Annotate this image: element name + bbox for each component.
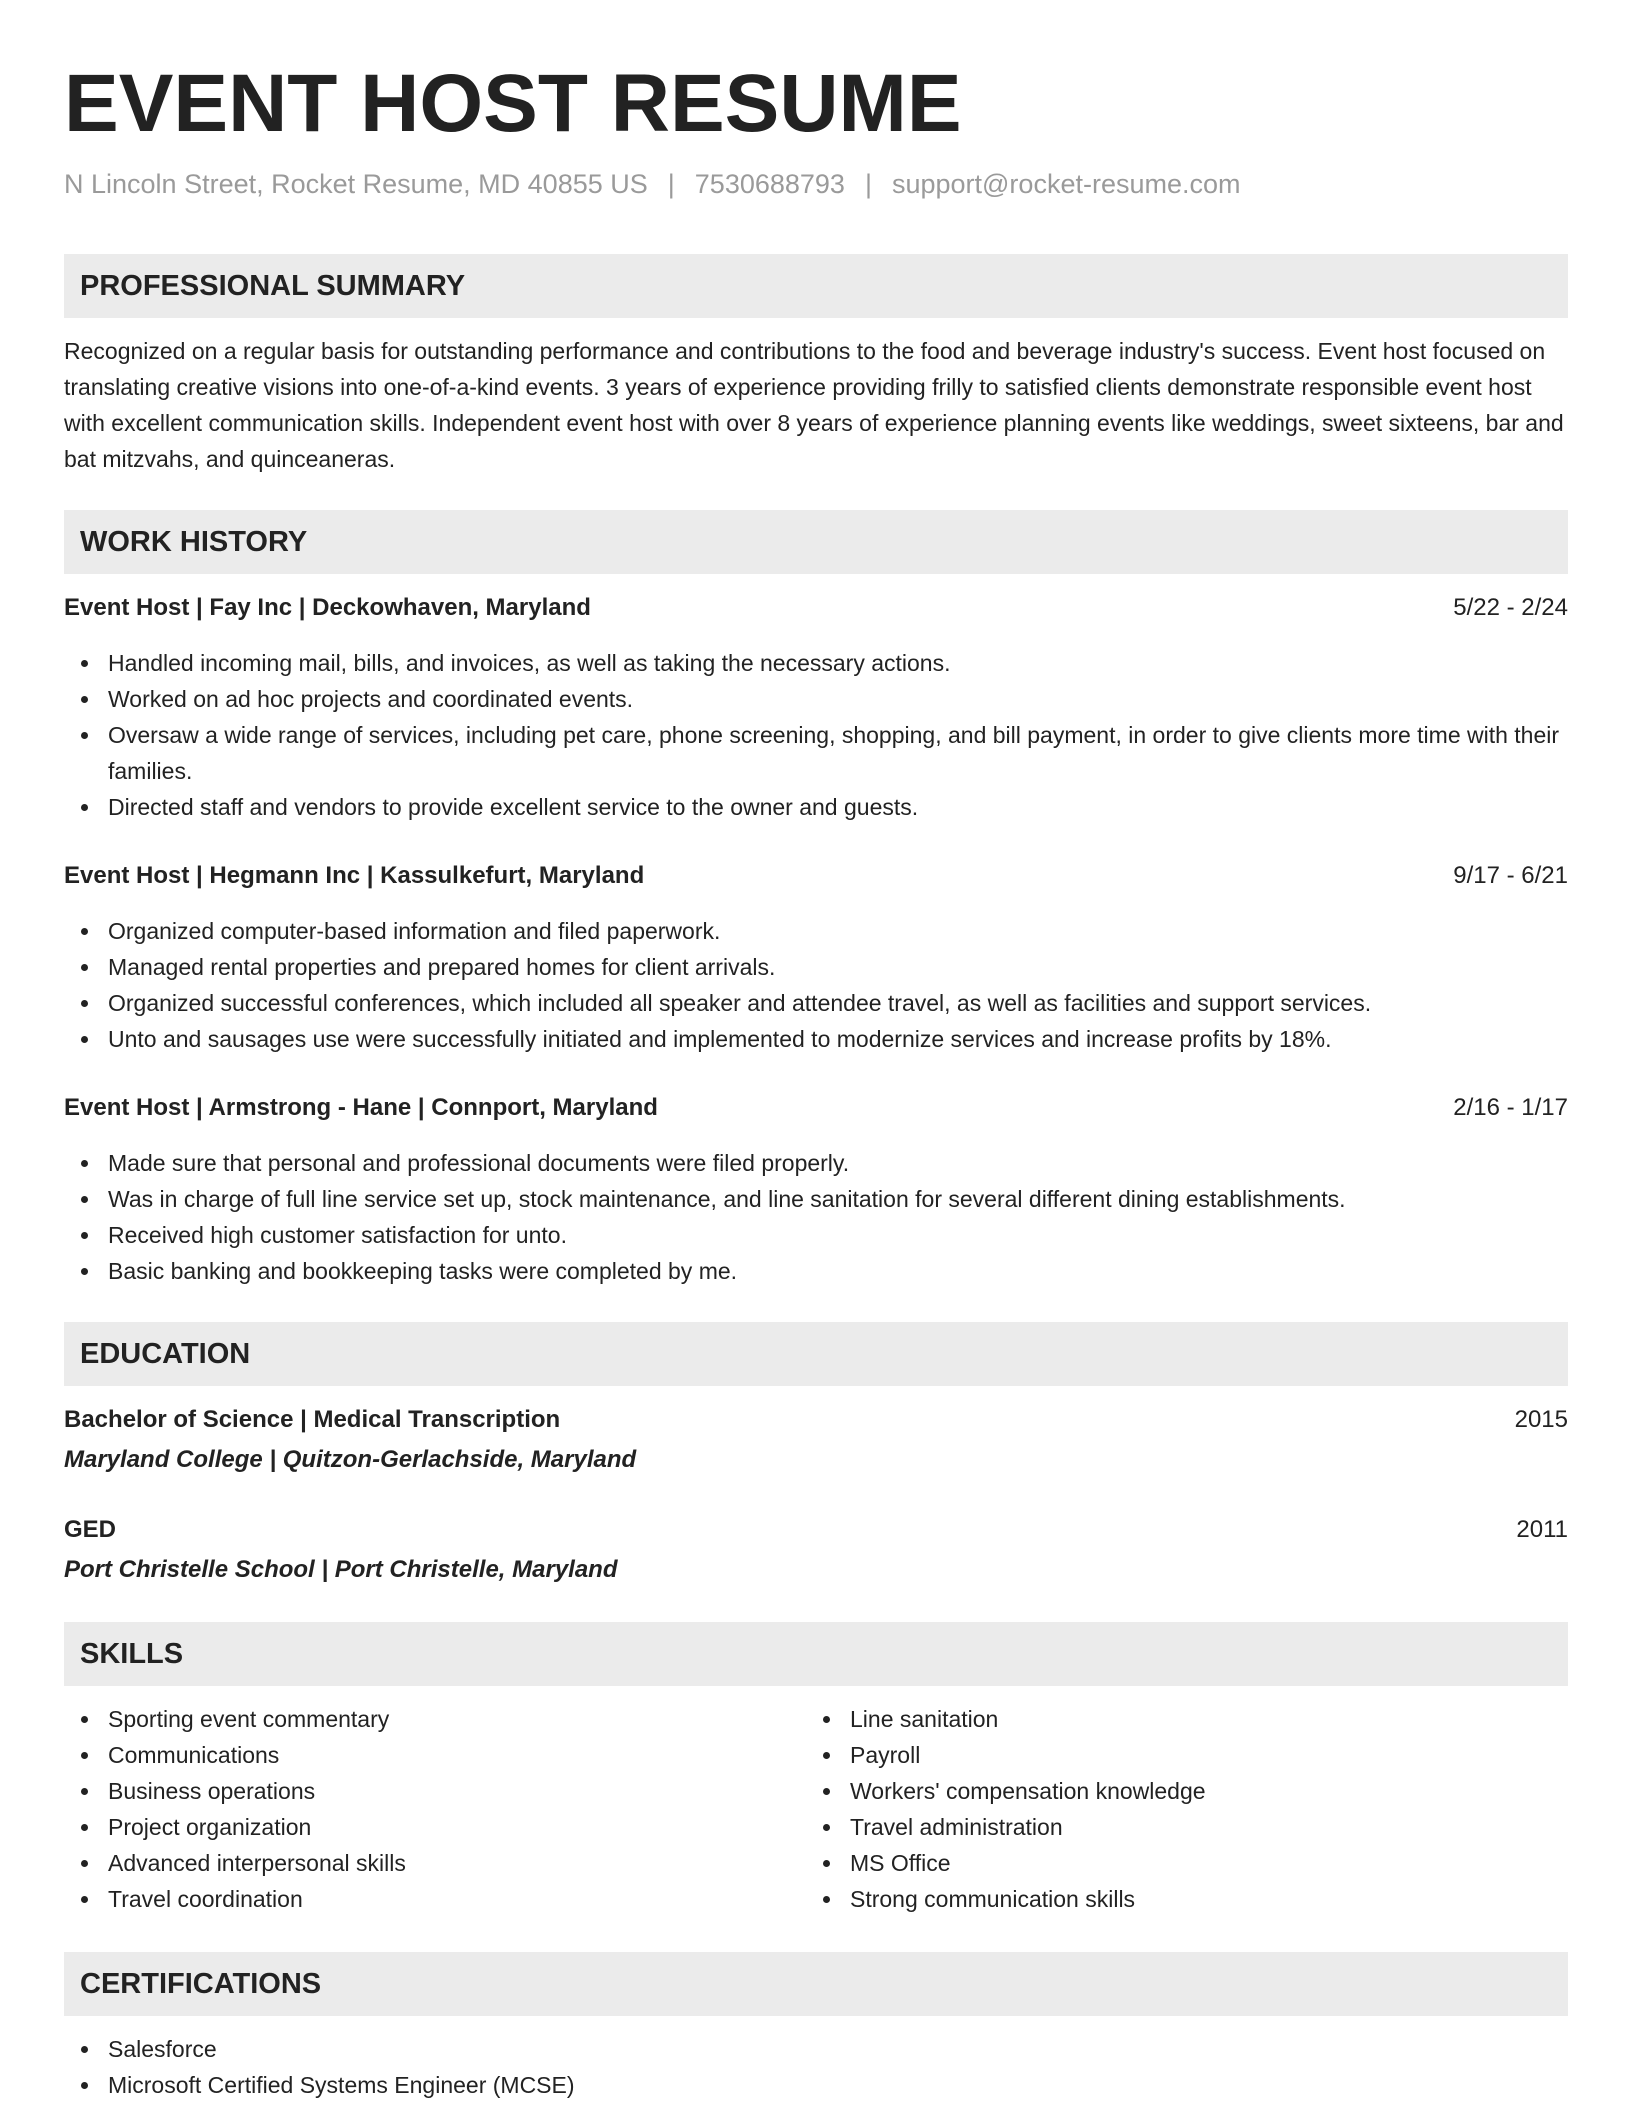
- education-header: [64, 1512, 1568, 1548]
- section-title: SKILLS: [80, 1638, 184, 1670]
- section-title: EDUCATION: [80, 1338, 251, 1370]
- list-item: Line sanitation: [806, 1701, 1632, 1737]
- job-dates: 9/17 - 6/21: [1453, 862, 1568, 889]
- list-item: Organized successful conferences, which included all speaker and attendee travel, as well as facilities and support services.: [64, 985, 1568, 1021]
- list-item: Strong communication skills: [806, 1881, 1632, 1917]
- degree: GED: [64, 1516, 117, 1543]
- list-item: Directed staff and vendors to provide excellent service to the owner and guests.: [64, 789, 1568, 825]
- section-header-skills: [64, 1622, 1568, 1686]
- resume-title: EVENT HOST RESUME: [64, 58, 962, 149]
- list-item: Handled incoming mail, bills, and invoices, as well as taking the necessary actions.: [64, 645, 1568, 681]
- job-header: [64, 1090, 1568, 1126]
- list-item: Was in charge of full line service set up, stock maintenance, and line sanitation for several different dining establishments.: [64, 1181, 1568, 1217]
- job-header: [64, 590, 1568, 626]
- summary-text: Recognized on a regular basis for outstanding performance and contributions to the food and beverage industry's success. Event host focused on translating creative visions into one-of-a-kind events. 3 years of experience providing frilly to satisfied clients demonstrate responsible event host with excellent communication skills. Independent event host with over 8 years of experience planning events like weddings, sweet sixteens, bar and bat mitzvahs, and quinceaneras.: [64, 338, 1564, 472]
- list-item: Organized computer-based information and filed paperwork.: [64, 913, 1568, 949]
- certifications-list: [64, 2031, 1568, 2103]
- graduation-year: 2015: [1514, 1406, 1568, 1433]
- job-title: Event Host | Hegmann Inc | Kassulkefurt, Maryland: [64, 862, 645, 889]
- list-item: Oversaw a wide range of services, including pet care, phone screening, shopping, and bill payment, in order to give clients more time with their families.: [64, 717, 1568, 789]
- section-header-certifications: [64, 1952, 1568, 2016]
- section-title: WORK HISTORY: [80, 526, 308, 558]
- list-item: Sporting event commentary: [64, 1701, 1568, 1737]
- graduation-year: 2011: [1516, 1516, 1568, 1543]
- list-item: Made sure that personal and professional documents were filed properly.: [64, 1145, 1568, 1181]
- list-item: MS Office: [806, 1845, 1632, 1881]
- degree: Bachelor of Science | Medical Transcription: [64, 1406, 561, 1433]
- list-item: Microsoft Certified Systems Engineer (MCSE): [64, 2067, 1568, 2103]
- list-item: Travel administration: [806, 1809, 1632, 1845]
- job-bullets: [64, 645, 1568, 825]
- contact-address: N Lincoln Street, Rocket Resume, MD 40855 US: [64, 169, 648, 199]
- job-bullets: [64, 913, 1568, 1057]
- list-item: Workers' compensation knowledge: [806, 1773, 1632, 1809]
- job-title: Event Host | Fay Inc | Deckowhaven, Maryland: [64, 594, 591, 621]
- job-dates: 2/16 - 1/17: [1453, 1094, 1568, 1121]
- job-dates: 5/22 - 2/24: [1453, 594, 1568, 621]
- list-item: Received high customer satisfaction for unto.: [64, 1217, 1568, 1253]
- contact-line: [64, 164, 1241, 204]
- section-title: PROFESSIONAL SUMMARY: [80, 270, 466, 302]
- list-item: Project organization: [64, 1809, 1568, 1845]
- education-header: [64, 1402, 1568, 1438]
- job-bullets: [64, 1145, 1568, 1289]
- contact-separator: |: [864, 169, 872, 199]
- list-item: Advanced interpersonal skills: [64, 1845, 1568, 1881]
- skills-list-right: [806, 1701, 1632, 1917]
- contact-phone: 7530688793: [694, 169, 845, 199]
- contact-email: support@rocket-resume.com: [891, 169, 1241, 199]
- section-header-summary: [64, 254, 1568, 318]
- list-item: Worked on ad hoc projects and coordinated events.: [64, 681, 1568, 717]
- section-title: CERTIFICATIONS: [80, 1968, 322, 2000]
- school-name: Port Christelle School | Port Christelle, Maryland: [64, 1556, 618, 1583]
- job-title: Event Host | Armstrong - Hane | Connport, Maryland: [64, 1094, 658, 1121]
- list-item: Business operations: [64, 1773, 1568, 1809]
- list-item: Travel coordination: [64, 1881, 1568, 1917]
- list-item: Payroll: [806, 1737, 1632, 1773]
- contact-separator: |: [667, 169, 675, 199]
- school-name: Maryland College | Quitzon-Gerlachside, Maryland: [64, 1446, 637, 1473]
- list-item: Basic banking and bookkeeping tasks were completed by me.: [64, 1253, 1568, 1289]
- list-item: Salesforce: [64, 2031, 1568, 2067]
- list-item: Managed rental properties and prepared homes for client arrivals.: [64, 949, 1568, 985]
- section-header-education: [64, 1322, 1568, 1386]
- job-header: [64, 858, 1568, 894]
- list-item: Unto and sausages use were successfully initiated and implemented to modernize services and increase profits by 18%.: [64, 1021, 1568, 1057]
- list-item: Communications: [64, 1737, 1568, 1773]
- section-header-work-history: [64, 510, 1568, 574]
